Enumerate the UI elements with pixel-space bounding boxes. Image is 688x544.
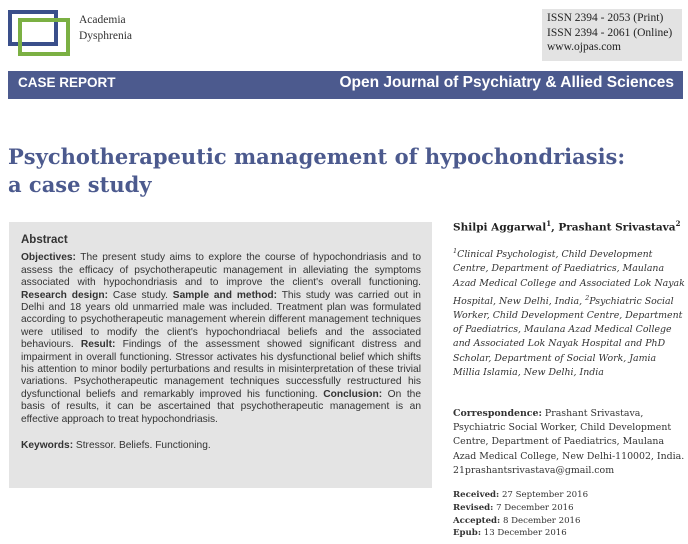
- affil-2-sup: 2: [585, 293, 590, 302]
- abstract-heading: Abstract: [21, 234, 68, 246]
- correspondence-email[interactable]: 21prashantsrivastava@gmail.com: [453, 464, 615, 476]
- issn-info: [547, 11, 672, 55]
- result-text: Findings of the assessment showed significant distress and impairment in overall functioning. Stressor activates his dysfunctional belief which shifts his attention to minor bodily perturbations and results in misinterpretation of these trivial variations. Psychotherapeutic management techniques successfully restructured his dysfunctional beliefs and remarkably improved his functioning.: [21, 339, 421, 400]
- publisher-logo-text: [79, 12, 132, 44]
- logo-mark-green: [18, 18, 70, 56]
- conclusion-text: On the basis of results, it can be ascertained that psychotherapeutic management is an effective approach to treat hypochondriasis.: [21, 388, 421, 425]
- abstract-body: [21, 252, 421, 426]
- design-label: Research design:: [21, 289, 108, 301]
- article-dates: [453, 489, 588, 540]
- conclusion-label: Conclusion:: [317, 388, 383, 400]
- article-title: [8, 143, 678, 199]
- keywords-label: Keywords:: [21, 440, 74, 452]
- author-separator: ,: [551, 221, 559, 234]
- author-2-sup: 2: [675, 219, 681, 228]
- abstract-box: [9, 222, 432, 488]
- affiliations: [453, 244, 685, 380]
- correspondence-text: Prashant Srivastava, Psychiatric Social Worker, Child Development Centre, Department of Paediatrics, Maulana Azad Medical College, New Delhi-110002, India.: [453, 408, 685, 462]
- epub-date: [453, 527, 588, 540]
- received-value: 27 September 2016: [499, 490, 589, 500]
- journal-url[interactable]: www.ojpas.com: [547, 41, 621, 53]
- accepted-value: 8 December 2016: [500, 515, 581, 526]
- section-label: CASE REPORT: [18, 75, 116, 90]
- issn-print: ISSN 2394 - 2053 (Print): [547, 12, 664, 24]
- author-2: Prashant Srivastava: [558, 221, 676, 234]
- epub-value: 13 December 2016: [481, 528, 567, 539]
- affil-2-text: Psychiatric Social Worker, Child Development Centre, Department of Paediatrics, Maulana Azad Medical College and Associated Lok Nayak Hospital and PhD Scholar, Department of Social Work, Jamia Millia Islamia, New Delhi, India: [453, 295, 683, 378]
- publisher-name-line2: Dysphrenia: [79, 30, 133, 42]
- author-1-sup: 1: [546, 219, 552, 228]
- objectives-label: Objectives:: [21, 252, 76, 264]
- correspondence-label: Correspondence:: [453, 408, 542, 419]
- accepted-date: [453, 515, 588, 528]
- result-label: Result:: [73, 339, 116, 351]
- title-line-2: a case study: [8, 172, 152, 197]
- keywords-text: Stressor. Beliefs. Functioning.: [73, 440, 211, 452]
- revised-value: 7 December 2016: [493, 502, 574, 513]
- sample-text: This study was carried out in Delhi and 18 years old unmarried male was included. Treatment plan was formulated according to psychotherapeutic management wherein different management techniques were utilised to modify the client's hypochondriacal beliefs and the associated behaviours.: [21, 289, 421, 351]
- title-line-1: Psychotherapeutic management of hypochondriasis:: [8, 144, 626, 169]
- revised-label: Revised:: [453, 502, 494, 513]
- received-label: Received:: [453, 490, 500, 500]
- sample-label: Sample and method:: [167, 289, 278, 301]
- objectives-text: The present study aims to explore the course of hypochondriasis and to assess the efficacy of psychotherapeutic management in alleviating the symptoms associated with hypochondriasis and to improve the client's overall functioning.: [21, 252, 421, 289]
- revised-date: [453, 502, 588, 515]
- accepted-label: Accepted:: [453, 515, 501, 526]
- received-date: [453, 489, 588, 502]
- correspondence: [453, 407, 685, 478]
- affil-1-text: Clinical Psychologist, Child Development Centre, Department of Paediatrics, Maulana Azad Medical College and Associated Lok Nayak Hospital, New Delhi, India,: [453, 249, 685, 307]
- journal-name: Open Journal of Psychiatry & Allied Sciences: [339, 74, 674, 91]
- issn-online: ISSN 2394 - 2061 (Online): [547, 26, 673, 39]
- design-text: Case study.: [107, 289, 168, 301]
- epub-label: Epub:: [453, 528, 481, 539]
- keywords: [21, 440, 421, 452]
- publisher-name-line1: Academia: [79, 14, 126, 26]
- author-list: [453, 219, 680, 234]
- affil-1-sup: 1: [453, 247, 458, 255]
- author-1: Shilpi Aggarwal: [453, 221, 547, 234]
